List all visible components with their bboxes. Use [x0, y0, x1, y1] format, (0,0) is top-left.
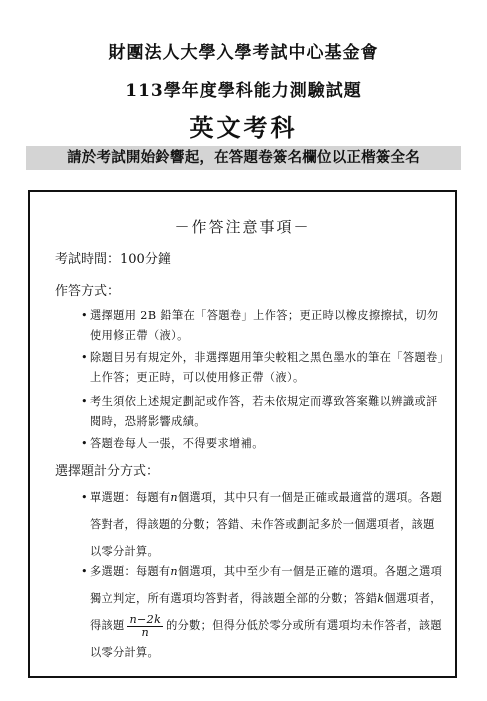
exam-time: 考試時間：100分鐘	[55, 252, 171, 267]
single-choice-text-2: 個選項，其中只有一個是正確或最適當的選項。各題答對者，得該題的分數；答錯、未作答或劃記多於一個選項者，該題以零分計算。	[90, 491, 443, 558]
scoring-method-label: 選擇題計分方式：	[55, 464, 160, 479]
answer-method-item: • 答題卷每人一張，不得要求增補。	[90, 434, 446, 454]
exam-notice-box	[28, 190, 457, 678]
multiple-choice-text-3: 個選項者，得該題	[90, 592, 442, 632]
multiple-choice-rule	[90, 558, 446, 666]
multiple-choice-text-4: 的分數；但得分低於零分或所有選項均未作答者，該題以零分計算。	[90, 619, 442, 659]
subject-title: 英文考科	[189, 113, 298, 142]
signature-instruction-banner: 請於考試開始鈴響起，在答題卷簽名欄位以正楷簽全名	[26, 146, 461, 170]
variable-n: n	[170, 491, 178, 504]
single-choice-rule	[90, 484, 446, 565]
answer-method-item: • 考生須依上述規定劃記或作答，若未依規定而導致答案難以辨識或評閱時，恐將影響成績。	[90, 392, 446, 432]
organization-title: 財團法人大學入學考試中心基金會	[108, 43, 379, 63]
variable-n: n	[170, 565, 178, 578]
score-fraction	[127, 614, 163, 639]
multiple-choice-text-1: 多選題：每題有	[90, 565, 171, 578]
notice-title: －作答注意事項－	[174, 218, 311, 236]
variable-k: k	[377, 592, 385, 605]
answer-method-item: • 選擇題用 2B 鉛筆在「答題卷」上作答；更正時以橡皮擦擦拭，切勿使用修正帶（液）。	[90, 306, 446, 346]
single-choice-text-1: 單選題：每題有	[90, 491, 171, 504]
answer-method-label: 作答方式：	[55, 284, 121, 299]
fraction-denominator: n	[141, 625, 150, 639]
exam-title: 113學年度學科能力測驗試題	[125, 81, 362, 101]
fraction-numerator: n−2k	[129, 612, 162, 626]
multiple-choice-text-2: 個選項，其中至少有一個是正確的選項。各題之選項獨立判定，所有選項均答對者，得該題全部的分數；答錯	[90, 565, 443, 605]
answer-method-item: • 除題目另有規定外，非選擇題用筆尖較粗之黑色墨水的筆在「答題卷」上作答；更正時，可以使用修正帶（液）。	[90, 348, 446, 388]
